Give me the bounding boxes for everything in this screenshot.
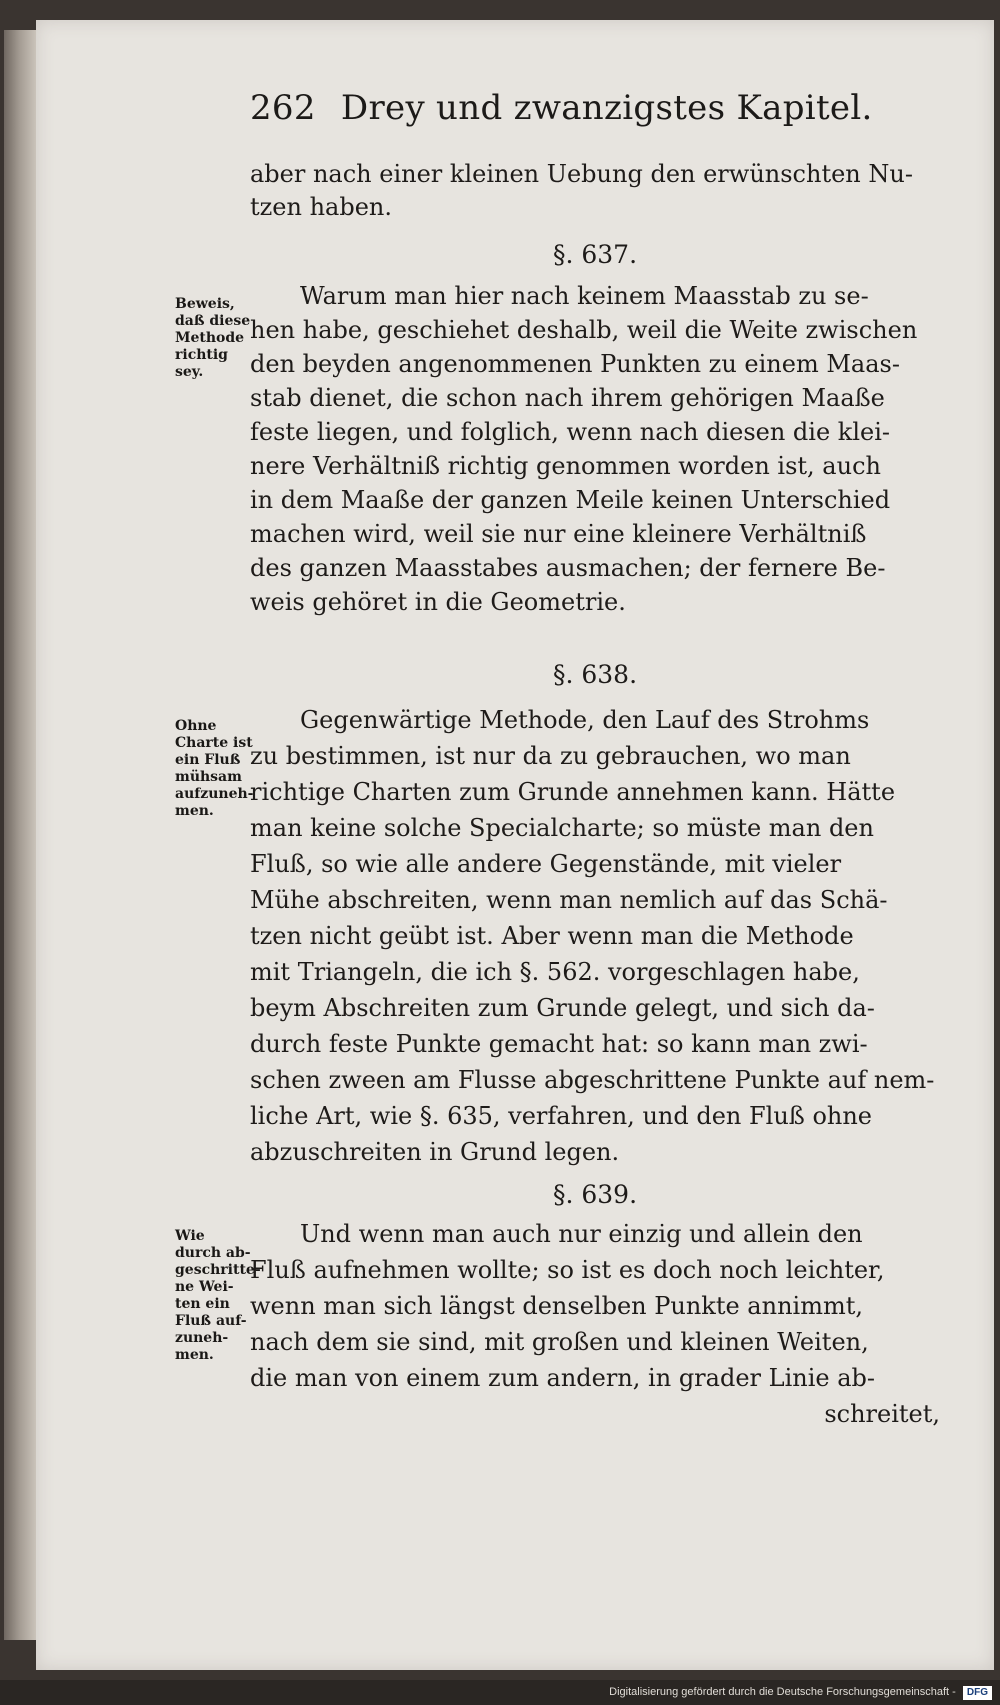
digitization-footer bbox=[0, 1680, 1000, 1705]
text-line: des ganzen Maasstabes ausmachen; der fernere Be- bbox=[250, 554, 886, 582]
text-line: feste liegen, und folglich, wenn nach diesen die klei- bbox=[250, 418, 891, 446]
running-head bbox=[250, 88, 890, 128]
catchword: schreitet, bbox=[824, 1400, 940, 1428]
text-line: aber nach einer kleinen Uebung den erwünschten Nu- bbox=[250, 160, 913, 188]
text-line: abzuschreiten in Grund legen. bbox=[250, 1138, 620, 1166]
text-line: Warum man hier nach keinem Maasstab zu se- bbox=[300, 282, 869, 310]
text-line: man keine solche Specialcharte; so müste man den bbox=[250, 814, 874, 842]
text-line: weis gehöret in die Geometrie. bbox=[250, 588, 626, 616]
text-line: tzen nicht geübt ist. Aber wenn man die Methode bbox=[250, 922, 854, 950]
text-line: in dem Maaße der ganzen Meile keinen Unterschied bbox=[250, 486, 891, 514]
text-line: Fluß, so wie alle andere Gegenstände, mit vieler bbox=[250, 850, 842, 878]
section-heading-638: §. 638. bbox=[552, 660, 638, 689]
text-line: machen wird, weil sie nur eine kleinere Verhältniß bbox=[250, 520, 867, 548]
margin-note-proof: Beweis, daß diese Methode richtig sey. bbox=[175, 296, 251, 380]
text-line: nere Verhältniß richtig genommen worden ist, auch bbox=[250, 452, 881, 480]
text-line: den beyden angenommenen Punkten zu einem Maas- bbox=[250, 350, 900, 378]
text-line: stab dienet, die schon nach ihrem gehörigen Maaße bbox=[250, 384, 885, 412]
text-line: zu bestimmen, ist nur da zu gebrauchen, wo man bbox=[250, 742, 851, 770]
text-line: mit Triangeln, die ich §. 562. vorgeschlagen habe, bbox=[250, 958, 860, 986]
text-line: Mühe abschreiten, wenn man nemlich auf das Schä- bbox=[250, 886, 888, 914]
section-heading-637: §. 637. bbox=[552, 240, 638, 269]
text-line: tzen haben. bbox=[250, 193, 392, 221]
text-line: beym Abschreiten zum Grunde gelegt, und sich da- bbox=[250, 994, 875, 1022]
text-line: die man von einem zum andern, in grader Linie ab- bbox=[250, 1364, 875, 1392]
section-heading-639: §. 639. bbox=[552, 1180, 638, 1209]
margin-note-steps: Wie durch ab- geschritte- ne Wei- ten ein Fluß auf- zuneh- men. bbox=[175, 1228, 261, 1363]
chapter-title: Drey und zwanzigstes Kapitel. bbox=[340, 88, 873, 128]
text-line: liche Art, wie §. 635, verfahren, und den Fluß ohne bbox=[250, 1102, 873, 1130]
page-number: 262 bbox=[250, 88, 316, 128]
text-line: Und wenn man auch nur einzig und allein den bbox=[300, 1220, 863, 1248]
text-line: durch feste Punkte gemacht hat: so kann man zwi- bbox=[250, 1030, 868, 1058]
dfg-logo: DFG bbox=[963, 1686, 992, 1700]
margin-note-chart: Ohne Charte ist ein Fluß mühsam aufzuneh- men. bbox=[175, 718, 254, 819]
text-line: hen habe, geschiehet deshalb, weil die Weite zwischen bbox=[250, 316, 918, 344]
book-page-edge bbox=[4, 30, 38, 1640]
text-line: nach dem sie sind, mit großen und kleinen Weiten, bbox=[250, 1328, 869, 1356]
text-line: wenn man sich längst denselben Punkte annimmt, bbox=[250, 1292, 863, 1320]
text-line: Gegenwärtige Methode, den Lauf des Strohms bbox=[300, 706, 870, 734]
footer-credit: Digitalisierung gefördert durch die Deutsche Forschungsgemeinschaft - bbox=[609, 1686, 956, 1698]
text-line: schen zween am Flusse abgeschrittene Punkte auf nem- bbox=[250, 1066, 935, 1094]
text-line: Fluß aufnehmen wollte; so ist es doch noch leichter, bbox=[250, 1256, 885, 1284]
text-line: richtige Charten zum Grunde annehmen kann. Hätte bbox=[250, 778, 896, 806]
